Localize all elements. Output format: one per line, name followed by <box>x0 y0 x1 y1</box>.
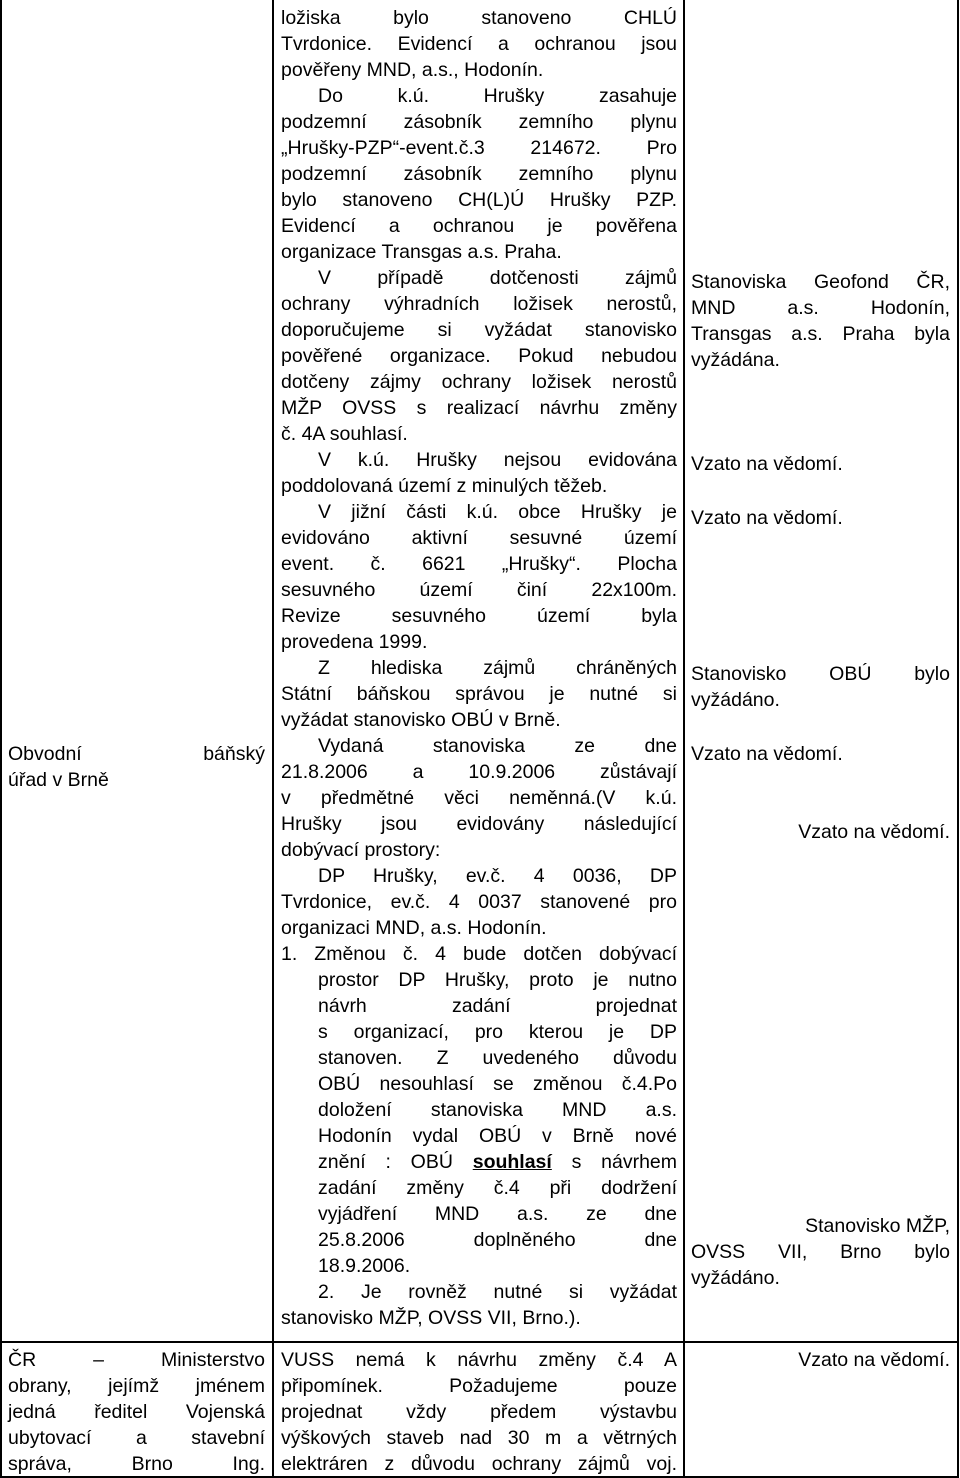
opinion-line: 18.9.2006. <box>318 1255 411 1277</box>
opinion-line: 25.8.2006 doplněného dne <box>318 1229 677 1251</box>
opinion-line: Hodonín vydal OBÚ v Brně nové <box>318 1125 677 1147</box>
authority-line: ubytovací a stavební <box>8 1427 265 1449</box>
note-vzato-2-line: Vzato na vědomí. <box>691 507 843 529</box>
opinion-line: Z hlediska zájmů chráněných <box>318 657 677 679</box>
note-vzato-3-line: Vzato na vědomí. <box>691 743 843 765</box>
opinion-line: podzemní zásobník zemního plynu <box>281 163 677 185</box>
opinion-line: „Hrušky-PZP“-event.č.3 214672. Pro <box>281 137 677 159</box>
emphasis-word: souhlasí <box>472 1151 552 1173</box>
table-border-right <box>957 0 959 1478</box>
opinion-line: stanoven. Z uvedeného důvodu <box>318 1047 677 1069</box>
authority-line: obrany, jejímž jménem <box>8 1375 265 1397</box>
opinion-line: ložiska bylo stanoveno CHLÚ <box>281 7 677 29</box>
opinion-line: Tvrdonice. Evidencí a ochranou jsou <box>281 33 677 55</box>
note-vzato-5-line: Vzato na vědomí. <box>798 1349 950 1371</box>
note-mzp-line: vyžádáno. <box>691 1267 780 1289</box>
note-geofond-line: Transgas a.s. Praha byla <box>691 323 950 345</box>
opinion-line: 21.8.2006 a 10.9.2006 zůstávají <box>281 761 677 783</box>
opinion-line: Tvrdonice, ev.č. 4 0037 stanovené pro <box>281 891 677 913</box>
opinion-line: event. č. 6621 „Hrušky“. Plocha <box>281 553 677 575</box>
opinion-line: pověřeny MND, a.s., Hodonín. <box>281 59 544 81</box>
opinion-line: vyžádat stanovisko OBÚ v Brně. <box>281 709 561 731</box>
opinion-line: Hrušky jsou evidovány následující <box>281 813 677 835</box>
table-border-col1 <box>272 0 274 1478</box>
opinion-line: pověřené organizace. Pokud nebudou <box>281 345 677 367</box>
row-divider <box>0 1341 959 1343</box>
opinion-line: bylo stanoveno CH(L)Ú Hrušky PZP. <box>281 189 677 211</box>
opinion-line: Revize sesuvného území byla <box>281 605 677 627</box>
opinion-line: evidováno aktivní sesuvné území <box>281 527 677 549</box>
note-mzp-line: Stanovisko MŽP, <box>805 1215 950 1237</box>
opinion-line: s organizací, pro kterou je DP <box>318 1021 677 1043</box>
opinion-line: podzemní zásobník zemního plynu <box>281 111 677 133</box>
opinion-line: Státní báňskou správou je nutné si <box>281 683 677 705</box>
opinion-line: V k.ú. Hrušky nejsou evidována <box>318 449 677 471</box>
opinion-line: doporučujeme si vyžádat stanovisko <box>281 319 677 341</box>
note-mzp-line: OVSS VII, Brno bylo <box>691 1241 950 1263</box>
opinion-line: v předmětné věci neměnná.(V k.ú. <box>281 787 677 809</box>
note-obu-line: vyžádáno. <box>691 689 780 711</box>
opinion-line: VUSS nemá k návrhu změny č.4 A <box>281 1349 677 1371</box>
opinion-line: organizace Transgas a.s. Praha. <box>281 241 562 263</box>
opinion-line: DP Hrušky, ev.č. 4 0036, DP <box>318 865 677 887</box>
opinion-line: elektráren z důvodu ochrany zájmů voj. <box>281 1453 677 1475</box>
opinion-line: Evidencí a ochranou je pověřena <box>281 215 677 237</box>
opinion-line: V případě dotčenosti zájmů <box>318 267 677 289</box>
authority-line: ČR – Ministerstvo <box>8 1349 265 1371</box>
authority-line: správa, Brno Ing. <box>8 1453 265 1475</box>
note-obu-line: Stanovisko OBÚ bylo <box>691 663 950 685</box>
note-geofond-line: Stanoviska Geofond ČR, <box>691 271 950 293</box>
table-border-left <box>0 0 2 1478</box>
opinion-line: Vydaná stanoviska ze dne <box>318 735 677 757</box>
table-border-col2 <box>683 0 685 1478</box>
opinion-line: sesuvného území činí 22x100m. <box>281 579 677 601</box>
note-geofond-line: MND a.s. Hodonín, <box>691 297 950 319</box>
opinion-line: dotčeny zájmy ochrany ložisek nerostů <box>281 371 677 393</box>
opinion-line: projednat vždy předem výstavbu <box>281 1401 677 1423</box>
opinion-line: vyjádření MND a.s. ze dne <box>318 1203 677 1225</box>
opinion-line: stanovisko MŽP, OVSS VII, Brno.). <box>281 1307 581 1329</box>
authority-line: úřad v Brně <box>8 769 109 791</box>
note-vzato-1-line: Vzato na vědomí. <box>691 453 843 475</box>
opinion-line: výškových staveb nad 30 m a větrných <box>281 1427 677 1449</box>
note-vzato-4-line: Vzato na vědomí. <box>798 821 950 843</box>
opinion-line: provedena 1999. <box>281 631 428 653</box>
opinion-line: připomínek. Požadujeme pouze <box>281 1375 677 1397</box>
opinion-line: ochrany výhradních ložisek nerostů, <box>281 293 677 315</box>
opinion-line: č. 4A souhlasí. <box>281 423 408 445</box>
opinion-line: doložení stanoviska MND a.s. <box>318 1099 677 1121</box>
opinion-line: OBÚ nesouhlasí se změnou č.4.Po <box>318 1073 677 1095</box>
opinion-line: prostor DP Hrušky, proto je nutno <box>318 969 677 991</box>
authority-line: jedná ředitel Vojenská <box>8 1401 265 1423</box>
opinion-line: dobývací prostory: <box>281 839 441 861</box>
opinion-line: 2. Je rovněž nutné si vyžádat <box>318 1281 677 1303</box>
opinion-line: 1. Změnou č. 4 bude dotčen dobývací <box>281 943 677 965</box>
opinion-line: MŽP OVSS s realizací návrhu změny <box>281 397 677 419</box>
opinion-line: organizaci MND, a.s. Hodonín. <box>281 917 547 939</box>
opinion-line: V jižní části k.ú. obce Hrušky je <box>318 501 677 523</box>
authority-line: Obvodní báňský <box>8 743 265 765</box>
note-geofond-line: vyžádána. <box>691 349 780 371</box>
opinion-line: znění : OBÚ souhlasí s návrhem <box>318 1151 677 1173</box>
opinion-line: Do k.ú. Hrušky zasahuje <box>318 85 677 107</box>
opinion-line: poddolovaná území z minulých těžeb. <box>281 475 608 497</box>
opinion-line: návrh zadání projednat <box>318 995 677 1017</box>
opinion-line: zadání změny č.4 při dodržení <box>318 1177 677 1199</box>
